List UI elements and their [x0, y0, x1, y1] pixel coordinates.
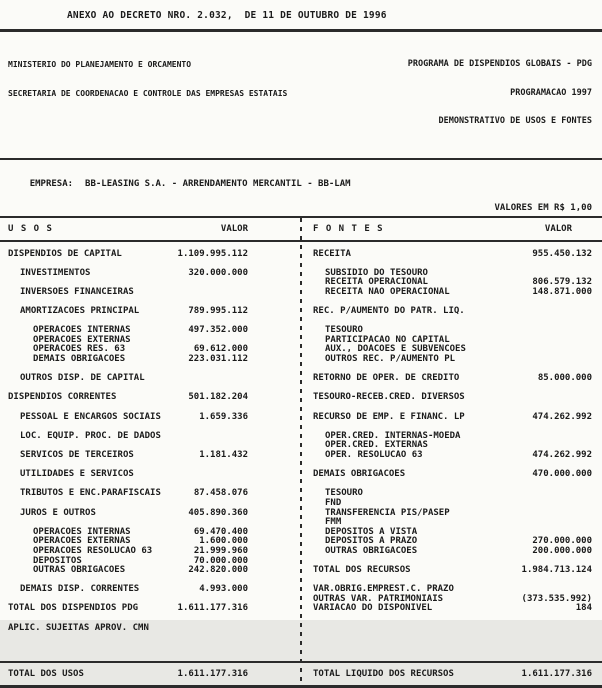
fontes-cell — [300, 614, 602, 624]
usos-label: UTILIDADES E SERVICOS — [0, 470, 134, 480]
fontes-value — [592, 480, 602, 490]
usos-label: OUTROS DISP. DE CAPITAL — [0, 374, 145, 384]
company-label: EMPRESA: — [30, 179, 73, 189]
fontes-label: RECEITA — [300, 250, 351, 260]
total-usos-label: TOTAL DOS USOS — [0, 669, 84, 679]
fontes-value — [592, 365, 602, 375]
fontes-cell — [300, 307, 602, 317]
usos-cell — [0, 451, 300, 461]
usos-label — [0, 614, 8, 624]
fontes-cell — [300, 547, 602, 557]
fontes-label: VAR.OBRIG.EMPREST.C. PRAZO — [300, 585, 454, 595]
total-fontes-label: TOTAL LIQUIDO DOS RECURSOS — [300, 669, 454, 679]
fontes-value — [592, 297, 602, 307]
fontes-label: DEMAIS OBRIGACOES — [300, 470, 405, 480]
fontes-label: TESOURO-RECEB.CRED. DIVERSOS — [300, 393, 465, 403]
usos-cell — [0, 566, 300, 576]
usos-cell — [0, 307, 300, 317]
usos-value: 87.458.076 — [194, 489, 300, 499]
usos-cell — [0, 269, 300, 279]
fontes-label: TESOURO — [300, 489, 363, 499]
fontes-value — [592, 336, 602, 346]
fontes-cell — [300, 393, 602, 403]
fontes-value: 474.262.992 — [532, 413, 602, 423]
usos-value — [248, 288, 300, 298]
fontes-cell — [300, 566, 602, 576]
usos-value — [248, 461, 300, 471]
usos-value — [248, 365, 300, 375]
usos-value: 1.109.995.112 — [178, 250, 300, 260]
fontes-cell — [300, 413, 602, 423]
fontes-header-half — [300, 224, 602, 234]
fontes-value: 270.000.000 — [532, 537, 602, 547]
fontes-cell — [300, 374, 602, 384]
fontes-label: SUBSIDIO DO TESOURO — [300, 269, 428, 279]
usos-value — [248, 422, 300, 432]
usos-label — [0, 259, 8, 269]
usos-label: DEMAIS DISP. CORRENTES — [0, 585, 139, 595]
totals-usos-half — [0, 669, 300, 679]
usos-label: OPERACOES RESOLUCAO 63 — [0, 547, 152, 557]
fontes-label: OUTROS REC. P/AUMENTO PL — [300, 355, 455, 365]
fontes-value — [592, 384, 602, 394]
fontes-value: 85.000.000 — [538, 374, 602, 384]
usos-label: AMORTIZACOES PRINCIPAL — [0, 307, 139, 317]
fontes-label: OUTRAS VAR. PATRIMONIAIS — [300, 595, 443, 605]
fontes-value — [592, 509, 602, 519]
fontes-value — [592, 403, 602, 413]
fontes-label: DEPOSITOS A VISTA — [300, 528, 417, 538]
usos-label: OPERACOES INTERNAS — [0, 528, 131, 538]
fontes-value — [592, 422, 602, 432]
fontes-value — [592, 259, 602, 269]
fontes-value — [592, 307, 602, 317]
fontes-label: OPER.CRED. EXTERNAS — [300, 441, 428, 451]
usos-label: DISPENDIOS CORRENTES — [0, 393, 116, 403]
usos-value: 69.612.000 — [194, 345, 300, 355]
fontes-value — [592, 624, 602, 634]
usos-value — [248, 595, 300, 605]
fontes-value — [592, 585, 602, 595]
fontes-value — [592, 518, 602, 528]
usos-label — [0, 441, 8, 451]
fontes-value: 470.000.000 — [532, 470, 602, 480]
fontes-cell — [300, 509, 602, 519]
fontes-cell — [300, 489, 602, 499]
usos-value — [248, 297, 300, 307]
fontes-label: OPER.CRED. INTERNAS-MOEDA — [300, 432, 460, 442]
usos-cell — [0, 509, 300, 519]
fontes-label: TRANSFERENCIA PIS/PASEP — [300, 509, 450, 519]
usos-label — [0, 297, 8, 307]
usos-value: 789.995.112 — [188, 307, 300, 317]
usos-value — [248, 576, 300, 586]
fontes-label: OUTRAS OBRIGACOES — [300, 547, 417, 557]
usos-label: INVESTIMENTOS — [0, 269, 90, 279]
usos-value: 70.000.000 — [194, 557, 300, 567]
usos-label: OUTRAS OBRIGACOES — [0, 566, 125, 576]
fontes-label: RETORNO DE OPER. DE CREDITO — [300, 374, 459, 384]
usos-label — [0, 576, 8, 586]
usos-cell — [0, 413, 300, 423]
fontes-cell — [300, 624, 602, 634]
usos-label — [0, 403, 8, 413]
usos-column-header: U S O S — [0, 224, 53, 234]
fontes-column-header: F O N T E S — [300, 224, 384, 234]
fontes-value — [592, 499, 602, 509]
total-fontes-value: 1.611.177.316 — [522, 669, 602, 679]
usos-label — [0, 278, 8, 288]
report-name-line: DEMONSTRATIVO DE USOS E FONTES — [408, 117, 592, 127]
fontes-label: VARIACAO DO DISPONIVEL — [300, 604, 432, 614]
usos-label — [0, 595, 8, 605]
usos-value — [248, 278, 300, 288]
fontes-value: 184 — [576, 604, 602, 614]
fontes-value — [592, 345, 602, 355]
fontes-value — [592, 317, 602, 327]
usos-cell — [0, 393, 300, 403]
usos-value — [248, 374, 300, 384]
usos-label: LOC. EQUIP. PROC. DE DADOS — [0, 432, 161, 442]
total-usos-value: 1.611.177.316 — [178, 669, 300, 679]
fontes-value — [592, 489, 602, 499]
usos-value — [248, 624, 300, 634]
fontes-value — [592, 576, 602, 586]
fontes-value — [592, 557, 602, 567]
fontes-value: 955.450.132 — [532, 250, 602, 260]
usos-label — [0, 422, 8, 432]
usos-value — [248, 480, 300, 490]
doc-title: ANEXO AO DECRETO NRO. 2.032, DE 11 DE OUTUBRO DE 1996 — [0, 0, 602, 21]
usos-value: 69.470.400 — [194, 528, 300, 538]
year-line: PROGRAMACAO 1997 — [408, 89, 592, 99]
usos-label: APLIC. SUJEITAS APROV. CMN — [0, 624, 149, 634]
usos-cell — [0, 374, 300, 384]
fontes-label: OPER. RESOLUCAO 63 — [300, 451, 423, 461]
usos-label — [0, 480, 8, 490]
fontes-value — [592, 528, 602, 538]
fontes-cell — [300, 470, 602, 480]
fontes-value — [592, 355, 602, 365]
usos-label: DEPOSITOS — [0, 557, 82, 567]
org-header-right — [408, 41, 592, 146]
fontes-cell — [300, 355, 602, 365]
usos-cell — [0, 604, 300, 614]
usos-value: 242.820.000 — [188, 566, 300, 576]
fontes-cell — [300, 451, 602, 461]
fontes-value: 806.579.132 — [532, 278, 602, 288]
usos-label — [0, 499, 8, 509]
usos-value — [248, 518, 300, 528]
usos-value — [248, 470, 300, 480]
fontes-label: TESOURO — [300, 326, 363, 336]
usos-cell — [0, 489, 300, 499]
divider — [0, 158, 602, 160]
fontes-value — [592, 441, 602, 451]
usos-label: DISPENDIOS DE CAPITAL — [0, 250, 122, 260]
usos-cell — [0, 355, 300, 365]
usos-value — [248, 317, 300, 327]
usos-cell — [0, 250, 300, 260]
usos-value — [248, 336, 300, 346]
usos-value: 320.000.000 — [188, 269, 300, 279]
usos-value — [248, 384, 300, 394]
program-line: PROGRAMA DE DISPENDIOS GLOBAIS - PDG — [408, 60, 592, 70]
usos-label — [0, 384, 8, 394]
fontes-value: (373.535.992) — [522, 595, 602, 605]
company-line — [0, 169, 602, 199]
usos-label — [0, 518, 8, 528]
usos-fontes-table — [0, 218, 602, 688]
fontes-label: DEPOSITOS A PRAZO — [300, 537, 417, 547]
usos-label: OPERACOES INTERNAS — [0, 326, 131, 336]
column-separator — [300, 218, 302, 688]
usos-value: 1.181.432 — [199, 451, 300, 461]
usos-value: 1.659.336 — [199, 413, 300, 423]
usos-value — [248, 259, 300, 269]
usos-value — [248, 614, 300, 624]
usos-label — [0, 317, 8, 327]
fontes-valor-header: VALOR — [545, 224, 602, 234]
usos-label: TRIBUTOS E ENC.PARAFISCAIS — [0, 489, 161, 499]
fontes-label: REC. P/AUMENTO DO PATR. LIQ. — [300, 307, 465, 317]
fontes-value — [592, 614, 602, 624]
usos-label: OPERACOES EXTERNAS — [0, 336, 131, 346]
usos-value: 501.182.204 — [188, 393, 300, 403]
fontes-label: RECURSO DE EMP. E FINANC. LP — [300, 413, 465, 423]
totals-fontes-half — [300, 669, 602, 679]
usos-value: 497.352.000 — [188, 326, 300, 336]
usos-value — [248, 403, 300, 413]
usos-valor-header: VALOR — [221, 224, 300, 234]
usos-cell — [0, 470, 300, 480]
fontes-label: FND — [300, 499, 341, 509]
usos-label: JUROS E OUTROS — [0, 509, 96, 519]
org-header — [0, 32, 602, 158]
usos-label: TOTAL DOS DISPENDIOS PDG — [0, 604, 138, 614]
fontes-label: AUX., DOACOES E SUBVENCOES — [300, 345, 466, 355]
fontes-label: PARTICIPACAO NO CAPITAL — [300, 336, 450, 346]
fontes-value — [592, 461, 602, 471]
fontes-value: 200.000.000 — [532, 547, 602, 557]
usos-label: OPERACOES RES. 63 — [0, 345, 125, 355]
usos-value: 1.600.000 — [199, 537, 300, 547]
usos-value: 223.031.112 — [188, 355, 300, 365]
usos-label — [0, 461, 8, 471]
fontes-cell — [300, 288, 602, 298]
usos-label: OPERACOES EXTERNAS — [0, 537, 131, 547]
usos-cell — [0, 624, 300, 634]
currency-note: VALORES EM R$ 1,00 — [0, 203, 602, 213]
fontes-value: 474.262.992 — [532, 451, 602, 461]
usos-value: 1.611.177.316 — [178, 604, 300, 614]
usos-value: 4.993.000 — [199, 585, 300, 595]
usos-value: 21.999.960 — [194, 547, 300, 557]
usos-cell — [0, 585, 300, 595]
fontes-value — [592, 269, 602, 279]
usos-cell — [0, 432, 300, 442]
fontes-cell — [300, 604, 602, 614]
usos-value — [248, 499, 300, 509]
fontes-label: RECEITA OPERACIONAL — [300, 278, 428, 288]
ministry-line: MINISTERIO DO PLANEJAMENTO E ORCAMENTO — [8, 60, 287, 70]
fontes-label: FMM — [300, 518, 341, 528]
usos-label: INVERSOES FINANCEIRAS — [0, 288, 134, 298]
secretariat-line: SECRETARIA DE COORDENACAO E CONTROLE DAS EMPRESAS ESTATAIS — [8, 89, 287, 99]
org-header-left — [8, 41, 287, 146]
fontes-value — [592, 326, 602, 336]
fontes-cell — [300, 250, 602, 260]
fontes-value — [592, 393, 602, 403]
usos-value: 405.890.360 — [188, 509, 300, 519]
usos-cell — [0, 288, 300, 298]
fontes-value: 148.871.000 — [532, 288, 602, 298]
usos-value — [248, 432, 300, 442]
company-name: BB-LEASING S.A. - ARRENDAMENTO MERCANTIL - BB-LAM — [85, 179, 351, 189]
fontes-value — [592, 432, 602, 442]
usos-label — [0, 365, 8, 375]
fontes-label: TOTAL DOS RECURSOS — [300, 566, 411, 576]
usos-label: SERVICOS DE TERCEIROS — [0, 451, 134, 461]
usos-header-half — [0, 224, 300, 234]
fontes-value: 1.984.713.124 — [522, 566, 602, 576]
usos-label: PESSOAL E ENCARGOS SOCIAIS — [0, 413, 161, 423]
usos-label: DEMAIS OBRIGACOES — [0, 355, 125, 365]
usos-value — [248, 441, 300, 451]
fontes-label: RECEITA NAO OPERACIONAL — [300, 288, 450, 298]
